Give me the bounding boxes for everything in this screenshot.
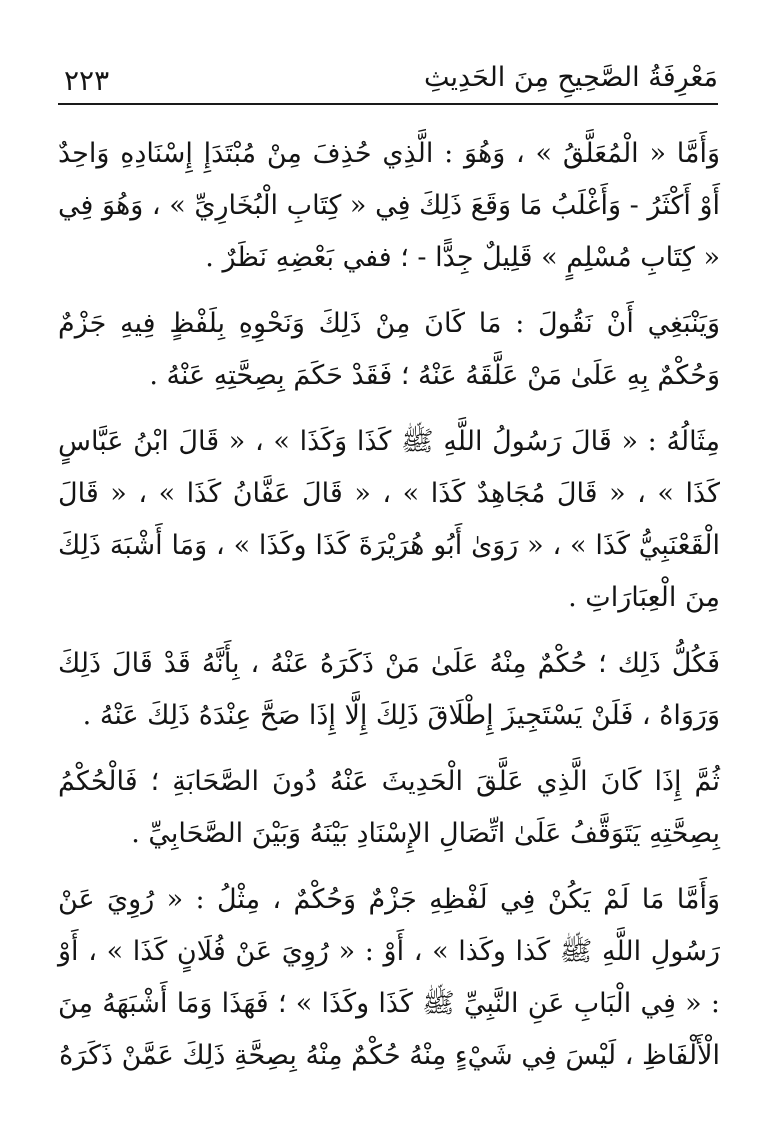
header-divider [58,103,718,105]
paragraph-no-jazm: وَأَمَّا مَا لَمْ يَكُنْ فِي لَفْظِهِ جَزْمٌ وَحُكْمٌ ، مِثْلُ : « رُوِيَ عَنْ رَسُولِ اللَّهِ ﷺ كَذا وكَذا » ، أَوْ : « رُوِيَ عَنْ فُلَانٍ كَذَا » ، أَوْ : « فِي الْبَابِ عَنِ النَّبِيِّ ﷺ كَذَا وكَذَا » ؛ فَهَذَا وَمَا أَشْبَهَهُ مِنَ الْأَلْفَاظِ ، لَيْسَ فِي شَيْءٍ مِنْهُ حُكْمٌ مِنْهُ بِصِحَّةِ ذَلِكَ عَمَّنْ ذَكَرَهُ [58,884,720,1071]
paragraph-examples: مِثَالُهُ : « قَالَ رَسُولُ اللَّهِ ﷺ كَذَا وَكَذَا » ، « قَالَ ابْنُ عَبَّاسٍ كَذَا » ، « قَالَ مُجَاهِدٌ كَذَا » ، « قَالَ عَفَّانُ كَذَا » ، « قَالَ الْقَعْنَبِيُّ كَذَا » ، « رَوَىٰ أَبُو هُرَيْرَةَ كَذَا وكَذَا » ، وَمَا أَشْبَهَ ذَلِكَ مِنَ الْعِبَارَاتِ . [58,426,720,613]
paragraph-jazm-ruling: وَيَنْبَغِي أَنْ نَقُولَ : مَا كَانَ مِنْ ذَلِكَ وَنَحْوِهِ بِلَفْظٍ فِيهِ جَزْمٌ وَحُكْمٌ بِهِ عَلَىٰ مَنْ عَلَّقَهُ عَنْهُ ؛ فَقَدْ حَكَمَ بِصِحَّتِهِ عَنْهُ . [58,308,720,391]
paragraph-below-companions: ثُمَّ إِذَا كَانَ الَّذِي عَلَّقَ الْحَدِيثَ عَنْهُ دُونَ الصَّحَابَةِ ؛ فَالْحُكْمُ بِصِحَّتِهِ يَتَوَقَّفُ عَلَىٰ اتِّصَالِ الإِسْنَادِ بَيْنَهُ وَبَيْنَ الصَّحَابِيِّ . [58,766,720,849]
page-number: ٢٢٣ [64,64,110,97]
paragraph-muallaq-definition: وَأَمَّا « الْمُعَلَّقُ » ، وَهُوَ : الَّذِي حُذِفَ مِنْ مُبْتَدَإِ إِسْنَادِهِ وَاحِدٌ أَوْ أَكْثَرُ - وَأَغْلَبُ مَا وَقَعَ ذَلِكَ فِي « كِتَابِ الْبُخَارِيِّ » ، وَهُوَ فِي « كِتَابِ مُسْلِمٍ » قَلِيلٌ جِدًّا - ؛ ففي بَعْضِهِ نَظَرٌ . [58,138,720,273]
body-text [58,128,720,1096]
paragraph-explanation: فَكُلُّ ذَلِك ؛ حُكْمٌ مِنْهُ عَلَىٰ مَنْ ذَكَرَهُ عَنْهُ ، بِأَنَّهُ قَدْ قَالَ ذَلِكَ وَرَوَاهُ ، فَلَنْ يَسْتَجِيزَ إِطْلَاقَ ذَلِكَ إِلَّا إِذَا صَحَّ عِنْدَهُ ذَلِكَ عَنْهُ . [58,648,720,731]
page-header [58,58,718,106]
running-title: مَعْرِفَةُ الصَّحِيحِ مِنَ الحَدِيثِ [423,62,718,93]
